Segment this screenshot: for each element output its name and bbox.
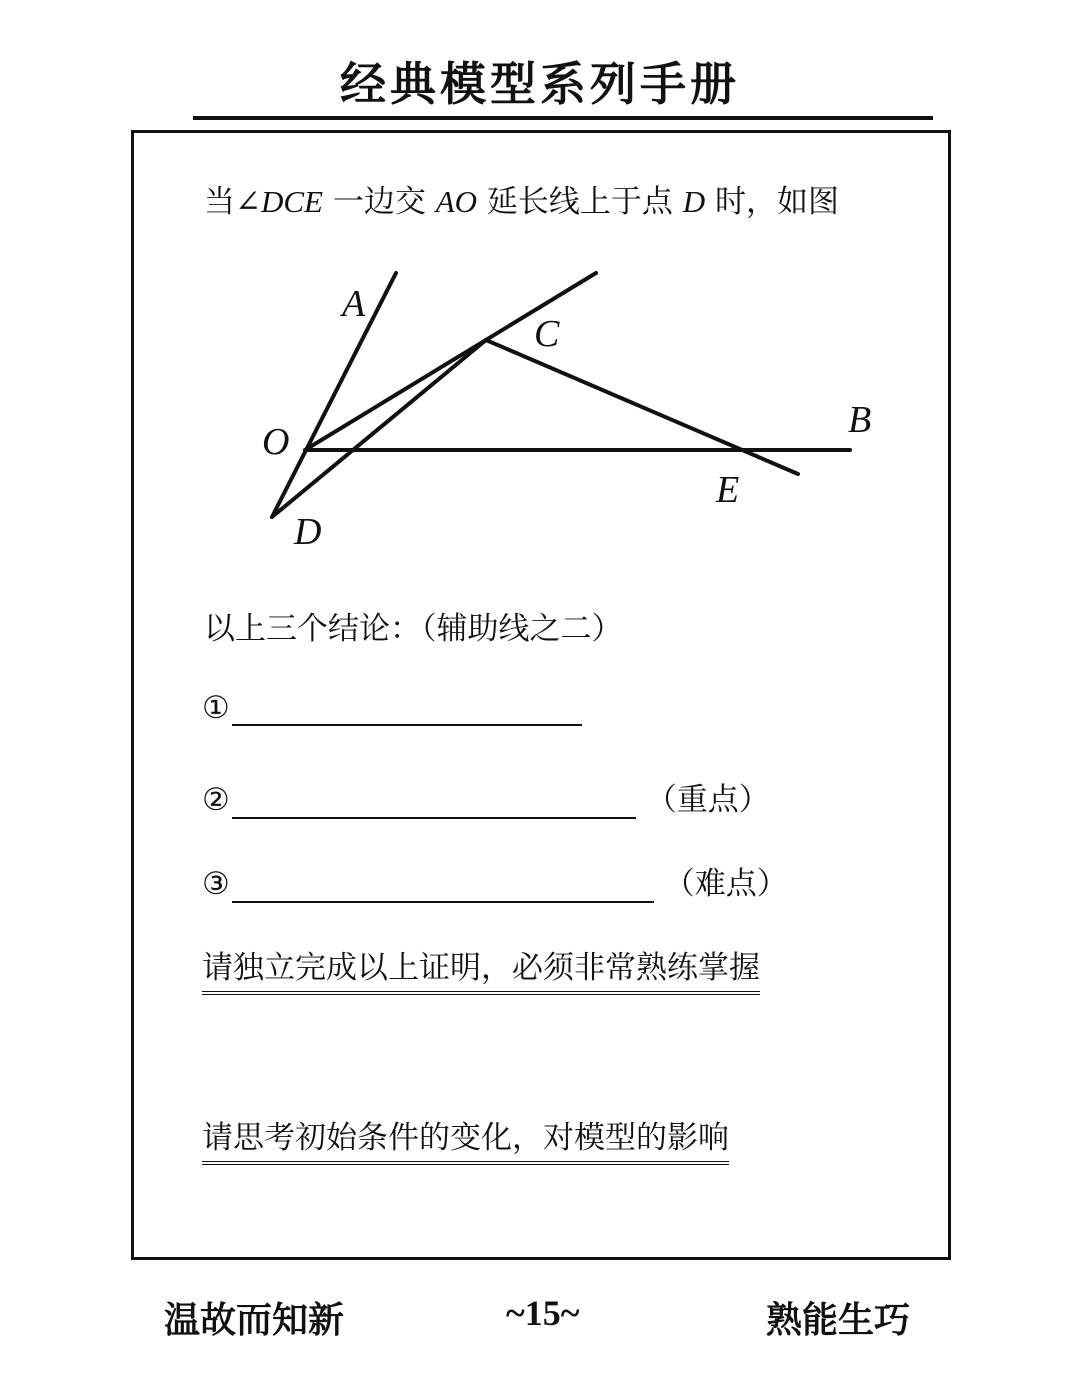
task-prove-text: 请独立完成以上证明，必须非常熟练掌握 [202,942,760,995]
task-think-text: 请思考初始条件的变化，对模型的影响 [202,1112,729,1165]
conclusion-1-marker: ① [202,690,230,726]
conclusion-1-blank[interactable] [232,694,582,726]
segment-CD [272,340,486,517]
ray-OA [272,273,396,517]
label-A: A [342,283,366,325]
segment-CE [486,340,798,474]
label-O: O [262,421,290,463]
point-name: D [682,184,706,219]
conclusions-heading: 以上三个结论：（辅助线之二） [204,611,623,647]
conclusion-3 [202,858,788,903]
conclusion-3-note: （难点） [663,866,788,902]
angle-name: DCE [260,184,323,219]
conclusion-2 [202,774,770,819]
intro-sentence: 当∠DCE 一边交 AO 延长线上于点 D 时，如图 [204,184,839,220]
label-C: C [534,313,560,355]
conclusion-3-marker: ③ [202,866,230,902]
label-B: B [848,399,872,441]
conclusion-2-marker: ② [202,782,230,818]
page-title: 经典模型系列手册 [340,57,740,111]
label-D: D [294,511,322,553]
conclusion-3-blank[interactable] [232,871,654,903]
line-name: AO [435,184,478,219]
task-think [202,1112,729,1165]
geometry-figure [0,0,1080,600]
label-E: E [716,469,740,511]
footer-motto-left: 温故而知新 [164,1299,345,1341]
conclusion-1 [202,690,582,726]
conclusion-2-note: （重点） [645,782,770,818]
task-prove [202,942,760,995]
conclusion-2-blank[interactable] [232,787,636,819]
footer-motto-right: 熟能生巧 [766,1299,911,1341]
page-number: ~15~ [506,1293,580,1333]
